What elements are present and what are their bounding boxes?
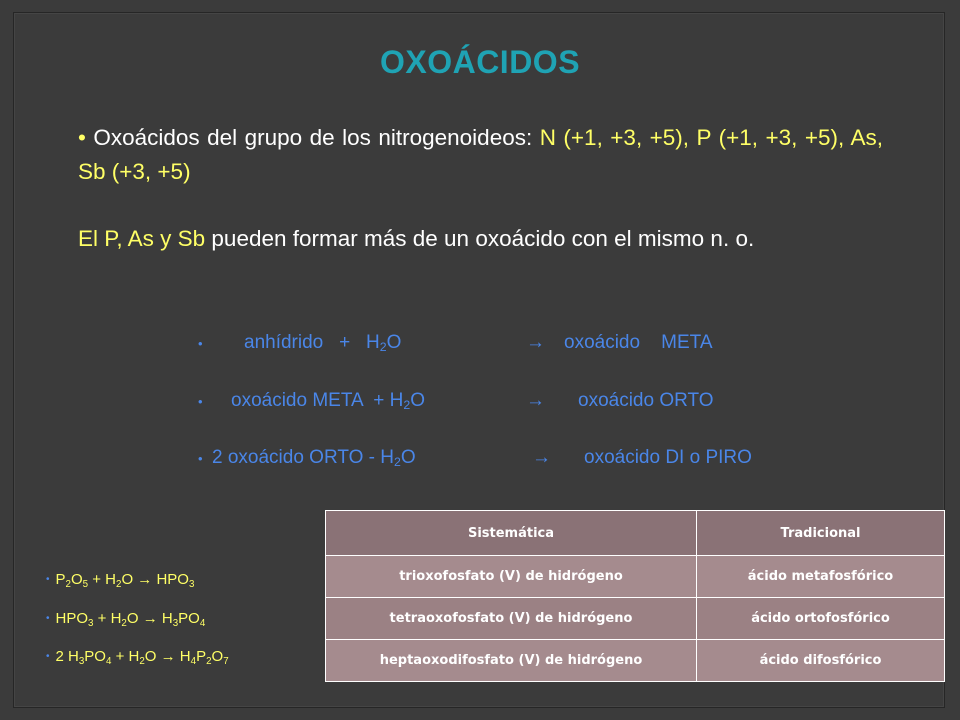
table-cell: ácido difosfórico xyxy=(697,640,945,682)
slide-title: OXOÁCIDOS xyxy=(379,44,581,80)
table-cell: heptaoxodifosfato (V) de hidrógeno xyxy=(326,640,697,682)
example-reaction-2: • $HPO_3 + H_2O \to H_3PO_4$ xyxy=(46,610,206,629)
paragraph-multiple-oxoacids xyxy=(78,222,883,256)
nomenclature-table xyxy=(325,510,945,682)
header-sistematica: Sistemática xyxy=(326,511,697,556)
paragraph-nitrogenoids xyxy=(78,121,883,189)
reaction-lhs: oxoácido META + $H_2O$ xyxy=(231,390,425,412)
example-reaction-3: • 2 $H_3PO_4 + H_2O \to H_4P_2O_7$ xyxy=(46,648,229,667)
arrow-icon: → xyxy=(526,390,545,411)
arrow-icon: → xyxy=(142,610,158,627)
bullet: • xyxy=(198,336,203,351)
paragraph-text: Oxoácidos del grupo de los nitrogenoideos: xyxy=(93,125,533,150)
table-header-row xyxy=(326,511,945,556)
elements-text: El P, As y Sb xyxy=(78,226,206,251)
arrow-icon: → xyxy=(532,447,551,468)
reaction-lhs: 2 oxoácido ORTO - $H_2O$ xyxy=(212,447,416,469)
table-row xyxy=(326,556,945,598)
table-cell: ácido ortofosfórico xyxy=(697,598,945,640)
bullet: • xyxy=(198,394,203,409)
header-tradicional: Tradicional xyxy=(697,511,945,556)
reaction-rhs: oxoácido DI o PIRO xyxy=(584,447,752,468)
arrow-icon: → xyxy=(160,648,176,665)
table-row xyxy=(326,598,945,640)
table-cell: trioxofosfato (V) de hidrógeno xyxy=(326,556,697,598)
bullet: • xyxy=(198,451,203,466)
table-cell: ácido metafosfórico xyxy=(697,556,945,598)
table-cell: tetraoxofosfato (V) de hidrógeno xyxy=(326,598,697,640)
bullet: • xyxy=(78,125,86,150)
paragraph-text: pueden formar más de un oxoácido con el mismo n. o. xyxy=(211,226,755,251)
reaction-rhs: oxoácido META xyxy=(564,332,713,353)
reaction-rhs: oxoácido ORTO xyxy=(578,390,714,411)
oxidation-states: N (+1, +3, +5), P (+1, +3, +5), As, Sb (+3, +5) xyxy=(78,125,883,184)
arrow-icon: → xyxy=(137,571,153,588)
arrow-icon: → xyxy=(526,332,545,353)
example-reaction-1: • $P_2O_5 + H_2O \to HPO_3$ xyxy=(46,571,195,590)
reaction-lhs: anhídrido + $H_2O$ xyxy=(244,332,402,354)
table-row xyxy=(326,640,945,682)
